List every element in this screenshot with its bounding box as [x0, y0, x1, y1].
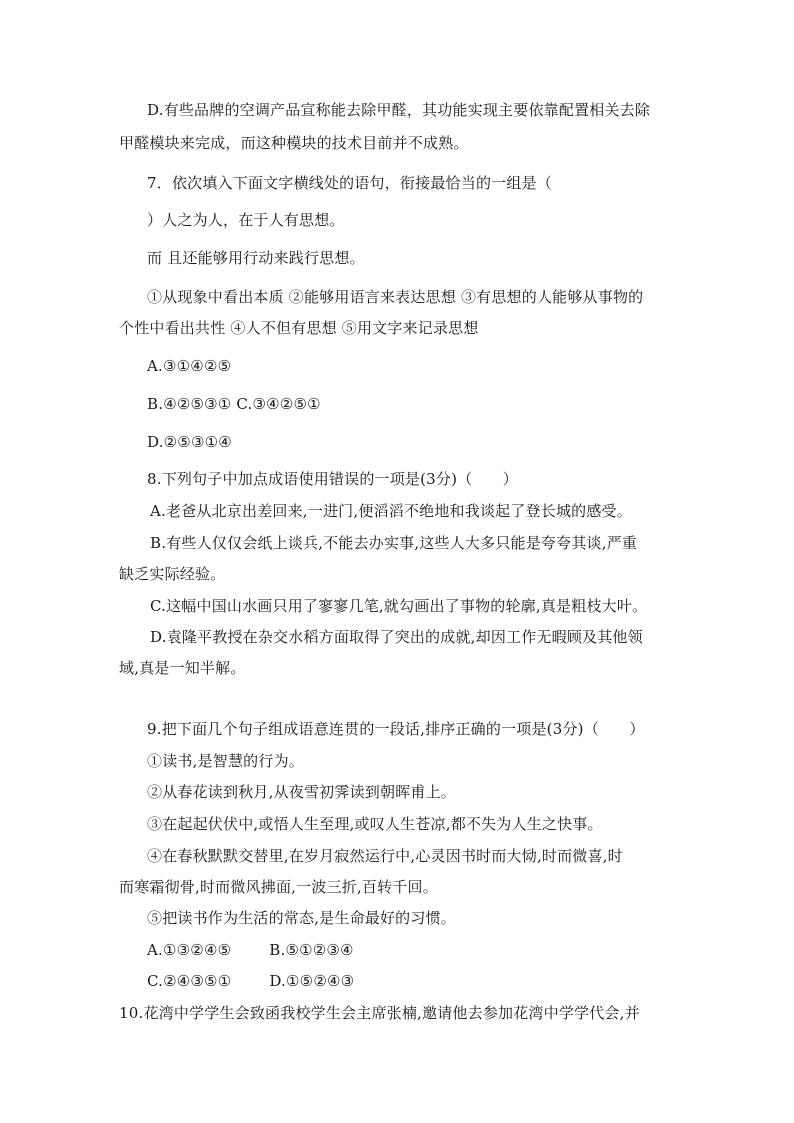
- q9-options-row2: [147, 971, 354, 991]
- q8-option-d-line1: D.袁隆平教授在杂交水稻方面取得了突出的成就,却因工作无暇顾及其他领: [150, 628, 643, 646]
- q7-option-a: A.③①④②⑤: [147, 357, 232, 375]
- q9-options-row1: [147, 940, 354, 960]
- q6-option-d-line2: 甲醛模块来完成，而这种模块的技术目前并不成熟。: [119, 134, 469, 152]
- q9-sentence-4-line1: ④在春秋默默交替里,在岁月寂然运行中,心灵因书时而大恸,时而微喜,时: [147, 847, 623, 865]
- q7-stem: 7．依次填入下面文字横线处的语句，衔接最恰当的一组是（: [147, 174, 552, 192]
- q6-option-d-line1: D.有些品牌的空调产品宣称能去除甲醛，其功能实现主要依靠配置相关去除: [147, 101, 651, 119]
- q8-option-b-line1: B.有些人仅仅会纸上谈兵,不能去办实事,这些人大多只能是夸夸其谈,严重: [150, 534, 638, 552]
- q9-stem: 9.把下面几个句子组成语意连贯的一段话,排序正确的一项是(3分)（ ）: [147, 720, 645, 738]
- q8-option-a: A.老爸从北京出差回来,一进门,便滔滔不绝地和我谈起了登长城的感受。: [150, 502, 632, 520]
- q7-line2: ）人之为人，在于人有思想。: [147, 211, 345, 229]
- q9-sentence-4-line2: 而寒霜彻骨,时而微风拂面,一波三折,百转千回。: [119, 878, 438, 896]
- q7-options-line1: ①从现象中看出本质 ②能够用语言来表达思想 ③有思想的人能够从事物的: [147, 288, 644, 306]
- q9-option-c: C.②④③⑤①: [147, 972, 232, 990]
- q9-option-d: D.①⑤②④③: [269, 972, 355, 990]
- q7-option-d: D.②⑤③①④: [147, 433, 232, 451]
- q9-option-b: B.⑤①②③④: [269, 941, 354, 959]
- q8-stem: 8.下列句子中加点成语使用错误的一项是(3分)（ ）: [147, 470, 518, 488]
- q9-sentence-5: ⑤把读书作为生活的常态,是生命最好的习惯。: [147, 909, 456, 927]
- q7-option-b-c: B.④②⑤③① C.③④②⑤①: [147, 395, 321, 413]
- q9-sentence-3: ③在起起伏伏中,或悟人生至理,或叹人生苍凉,都不失为人生之快事。: [147, 815, 603, 833]
- q7-options-line2: 个性中看出共性 ④人不但有思想 ⑤用文字来记录思想: [119, 319, 479, 337]
- q9-sentence-2: ②从春花读到秋月,从夜雪初霁读到朝晖甫上。: [147, 783, 456, 801]
- q8-option-d-line2: 域,真是一知半解。: [119, 659, 246, 677]
- q10-stem: 10.花湾中学学生会致函我校学生会主席张楠,邀请他去参加花湾中学学代会,并: [119, 1004, 640, 1022]
- q8-option-c: C.这幅中国山水画只用了寥寥几笔,就勾画出了事物的轮廓,真是粗枝大叶。: [150, 597, 648, 615]
- q8-option-b-line2: 缺乏实际经验。: [119, 565, 226, 583]
- q7-line3: 而 且还能够用行动来践行思想。: [147, 249, 365, 267]
- q9-option-a: A.①③②④⑤: [147, 941, 232, 959]
- q9-sentence-1: ①读书,是智慧的行为。: [147, 752, 304, 770]
